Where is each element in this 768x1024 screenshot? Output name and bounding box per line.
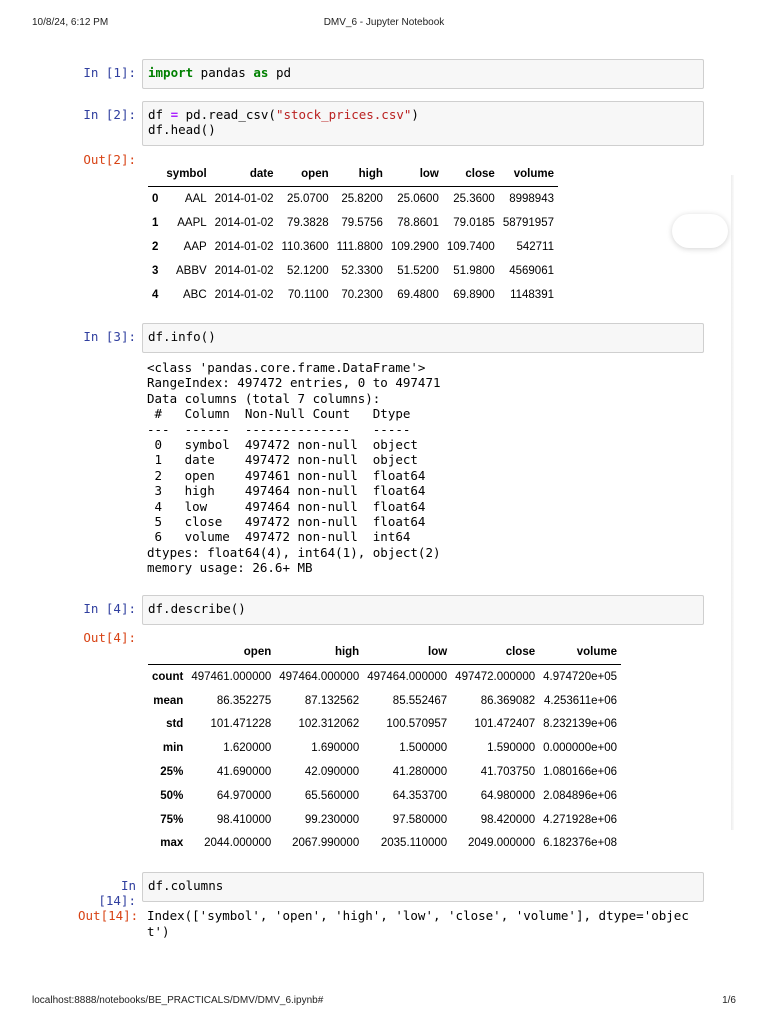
table-cell: 1.080166e+06 (543, 766, 617, 779)
table-cell: 0.000000e+00 (543, 742, 617, 755)
column-header: date (211, 161, 278, 187)
table-cell: 497464.000000 (279, 670, 360, 683)
table-row (148, 808, 621, 832)
table-row (148, 187, 558, 212)
table-cell: 542711 (516, 241, 554, 253)
column-header: symbol (162, 161, 210, 187)
table-cell: 8.232139e+06 (543, 718, 617, 731)
row-index: 3 (152, 265, 159, 277)
column-header: open (187, 639, 275, 665)
table-cell: 25.8200 (341, 193, 383, 205)
code-keyword: import (148, 65, 194, 80)
cell-2-output-prompt: Out[2]: (83, 152, 136, 167)
table-cell: 86.352275 (216, 694, 272, 707)
table-cell: 1.590000 (487, 742, 536, 755)
table-cell: 25.0600 (397, 193, 439, 205)
table-cell: 2049.000000 (467, 837, 536, 850)
code-text: df.columns (148, 878, 224, 893)
cell-4-input-prompt: In [4]: (83, 601, 136, 616)
table-row (148, 235, 558, 259)
column-header (148, 639, 187, 665)
table-cell: 58791957 (502, 217, 554, 229)
code-keyword: as (253, 65, 269, 80)
table-row (148, 665, 621, 689)
code-text: pd.read_csv( (178, 107, 276, 122)
cell-14-input-prompt: In [14]: (98, 878, 136, 908)
table-cell: 79.5756 (341, 217, 383, 229)
table-cell: 25.0700 (287, 193, 329, 205)
table-cell: 2014-01-02 (214, 217, 274, 229)
table-cell: 69.4800 (397, 289, 439, 301)
table-cell: 109.2900 (390, 241, 439, 253)
table-cell: 4.271928e+06 (543, 813, 617, 826)
table-cell: 41.703750 (480, 766, 536, 779)
page-number: 1/6 (722, 995, 736, 1006)
cell-14-output-text: Index(['symbol', 'open', 'high', 'low', 'close', 'volume'], dtype='objec t') (147, 908, 689, 939)
table-cell: 64.970000 (216, 789, 272, 802)
table-cell: 101.472407 (474, 718, 536, 731)
table-cell: 2.084896e+06 (543, 789, 617, 802)
table-cell: 70.2300 (341, 289, 383, 301)
code-text: pandas (193, 65, 254, 80)
code-text: df (148, 107, 171, 122)
table-cell: 70.1100 (287, 289, 329, 301)
table-cell: 2014-01-02 (214, 265, 274, 277)
column-header: volume (539, 639, 621, 665)
table-cell: 69.8900 (453, 289, 495, 301)
table-cell: 98.410000 (216, 813, 272, 826)
table-cell: 4569061 (509, 265, 554, 277)
table-cell: 64.980000 (480, 789, 536, 802)
head-dataframe-table (148, 161, 558, 307)
page-url: localhost:8888/notebooks/BE_PRACTICALS/DMV/DMV_6.ipynb# (32, 995, 324, 1006)
row-index: 25% (160, 766, 184, 779)
row-index: 1 (152, 217, 159, 229)
row-index: mean (153, 694, 184, 707)
column-header: low (363, 639, 451, 665)
table-cell: 109.7400 (446, 241, 495, 253)
table-cell: 2035.110000 (380, 837, 448, 850)
table-cell: 1.500000 (399, 742, 448, 755)
table-header-row (148, 639, 621, 665)
row-index: 75% (160, 813, 184, 826)
table-cell: ABBV (175, 265, 207, 277)
table-cell: AAP (183, 241, 207, 253)
table-cell: 86.369082 (480, 694, 536, 707)
cell-14-code-editor[interactable] (142, 872, 704, 902)
table-cell: 2067.990000 (292, 837, 360, 850)
table-cell: ABC (183, 289, 207, 301)
code-operator: = (170, 107, 179, 122)
table-cell: 2014-01-02 (214, 193, 274, 205)
print-datetime: 10/8/24, 6:12 PM (32, 17, 109, 28)
table-cell: 99.230000 (304, 813, 360, 826)
table-cell: 497464.000000 (367, 670, 448, 683)
column-header: open (278, 161, 333, 187)
cell-4-output-prompt: Out[4]: (83, 630, 136, 645)
table-cell: 51.5200 (397, 265, 439, 277)
table-cell: 4.974720e+05 (543, 670, 617, 683)
cell-14-output-prompt: Out[14]: (78, 908, 139, 923)
column-header: close (451, 639, 539, 665)
floating-scroll-button[interactable] (672, 214, 728, 248)
row-index: 50% (160, 789, 184, 802)
table-cell: 85.552467 (392, 694, 448, 707)
cell-1-input-prompt: In [1]: (83, 65, 136, 80)
table-row (148, 283, 558, 307)
table-cell: 2014-01-02 (214, 241, 274, 253)
cell-3-input-prompt: In [3]: (83, 329, 136, 344)
table-cell: 78.8601 (397, 217, 439, 229)
table-cell: 97.580000 (392, 813, 448, 826)
table-cell: 497472.000000 (455, 670, 536, 683)
table-cell: 101.471228 (210, 718, 272, 731)
table-cell: 52.3300 (341, 265, 383, 277)
table-row (148, 211, 558, 235)
table-row (148, 784, 621, 808)
cell-1-code-editor[interactable] (142, 59, 704, 89)
table-cell: 497461.000000 (191, 670, 272, 683)
table-row (148, 736, 621, 760)
table-cell: 79.3828 (287, 217, 329, 229)
table-cell: 98.420000 (480, 813, 536, 826)
table-row (148, 689, 621, 713)
row-index: 2 (152, 241, 159, 253)
row-index: count (152, 670, 184, 683)
table-row (148, 259, 558, 283)
table-cell: AAPL (177, 217, 207, 229)
column-header: high (275, 639, 363, 665)
code-string: "stock_prices.csv" (275, 107, 412, 122)
cell-2-code-editor[interactable] (142, 101, 704, 146)
table-cell: 1.690000 (311, 742, 360, 755)
table-row (148, 713, 621, 737)
row-index: std (166, 718, 184, 731)
code-text: df.head() (148, 122, 216, 137)
table-cell: 64.353700 (392, 789, 448, 802)
describe-dataframe-table (148, 639, 621, 855)
cell-2-input-prompt: In [2]: (83, 107, 136, 122)
column-header: low (387, 161, 443, 187)
table-cell: 87.132562 (304, 694, 360, 707)
row-index: max (160, 837, 184, 850)
column-header: high (333, 161, 387, 187)
code-text: ) (411, 107, 419, 122)
row-index: 4 (152, 289, 159, 301)
table-cell: 51.9800 (453, 265, 495, 277)
table-cell: 8998943 (509, 193, 554, 205)
table-cell: 2044.000000 (204, 837, 272, 850)
table-cell: 102.312062 (298, 718, 360, 731)
table-cell: 6.182376e+08 (543, 837, 617, 850)
code-text: df.describe() (148, 601, 246, 616)
table-cell: 2014-01-02 (214, 289, 274, 301)
table-cell: 1.620000 (223, 742, 272, 755)
table-cell: 79.0185 (453, 217, 495, 229)
column-header: volume (499, 161, 558, 187)
code-text: df.info() (148, 329, 216, 344)
row-index: 0 (152, 193, 159, 205)
table-cell: 111.8800 (336, 241, 383, 253)
table-cell: 41.690000 (216, 766, 272, 779)
column-header: close (443, 161, 499, 187)
table-cell: 42.090000 (304, 766, 360, 779)
code-text: pd (268, 65, 292, 80)
table-row (148, 760, 621, 784)
table-cell: 1148391 (510, 289, 554, 301)
table-cell: 110.3600 (281, 241, 329, 253)
table-cell: 4.253611e+06 (543, 694, 617, 707)
scrollbar-track[interactable] (731, 175, 734, 830)
column-header (148, 161, 162, 187)
table-cell: AAL (184, 193, 207, 205)
table-cell: 52.1200 (287, 265, 329, 277)
row-index: min (162, 742, 184, 755)
table-row (148, 832, 621, 856)
cell-3-output-text: <class 'pandas.core.frame.DataFrame'> RangeIndex: 497472 entries, 0 to 497471 Data columns (total 7 columns): # Column Non-Null Count Dtype --- ------ -------------- ----- 0 symbol 497472 non-null object 1 date 497472 non-null object 2 open 497461 non-null float64 3 high 497464 non-null float64 4 low 497464 non-null float64 5 close 497472 non-null float64 6 volume 497472 non-null int64 dtypes: float64(4), int64(1), object(2) memory usage: 26.6+ MB (147, 360, 441, 576)
page-title: DMV_6 - Jupyter Notebook (323, 17, 445, 28)
table-cell: 100.570957 (386, 718, 448, 731)
table-cell: 25.3600 (453, 193, 495, 205)
cell-4-code-editor[interactable] (142, 595, 704, 625)
table-cell: 41.280000 (392, 766, 448, 779)
cell-3-code-editor[interactable] (142, 323, 704, 353)
table-header-row (148, 161, 558, 187)
table-cell: 65.560000 (304, 789, 360, 802)
